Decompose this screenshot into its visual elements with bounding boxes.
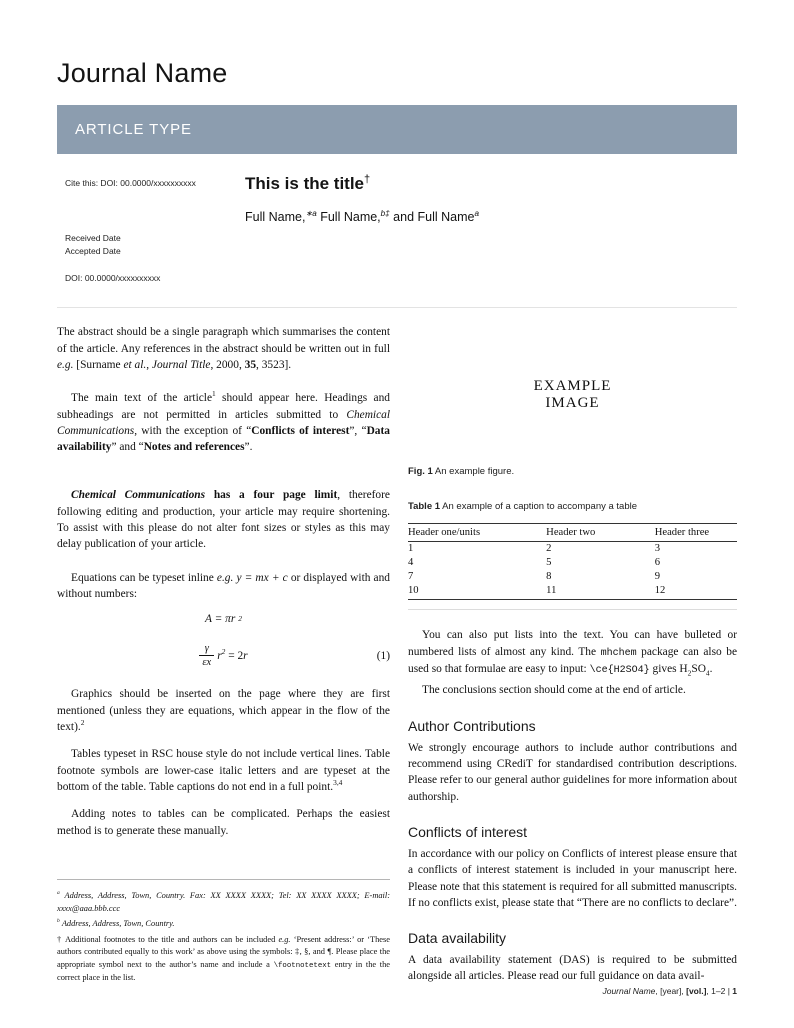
table-header-cell: Header two bbox=[546, 523, 655, 541]
equation-numbered bbox=[57, 642, 390, 669]
body-paragraph: Tables typeset in RSC house style do not include vertical lines. Table footnote symbols are lower-case italic letters and are typeset at the bottom of the table. Table captions do not end in a full point.$^{3,4}$ bbox=[57, 748, 390, 793]
body-paragraph: Graphics should be inserted on the page where they are first mentioned (unless they are equations, which appear in the flow of the text).$^2$ bbox=[57, 688, 390, 734]
fraction bbox=[199, 642, 214, 669]
article-type-banner bbox=[57, 105, 737, 154]
equation-rest: $r^2 = 2r$ bbox=[217, 647, 248, 662]
cite-doi-line: Cite this: DOI: 00.0000/xxxxxxxxxx bbox=[65, 178, 196, 188]
table-header-cell: Header one/units bbox=[408, 523, 546, 541]
table-cell: 4 bbox=[408, 557, 414, 569]
doi-line: DOI: 00.0000/xxxxxxxxxx bbox=[65, 273, 161, 284]
section-heading-author-contributions: Author Contributions bbox=[408, 717, 536, 734]
section-paragraph: In accordance with our policy on Conflicts of interest please ensure that a conflicts of interest statement is included in your manuscript here. Please note that this statement is required for all submitted manuscripts. If no conflicts exist, please state that “There are no conflicts to declare”. bbox=[408, 847, 737, 909]
footnote-address-a: $^a$ Address, Address, Town, Country. Fax: XX XXXX XXXX; Tel: XX XXXX XXXX; E-mail: xxxx@aaa.bbb.ccc bbox=[57, 890, 391, 913]
equation-number: (1) bbox=[376, 649, 390, 662]
accepted-date: Accepted Date bbox=[65, 246, 121, 257]
header-rule bbox=[57, 307, 737, 308]
section-paragraph: We strongly encourage authors to include author contributions and recommend using CRediT for standardised contribution descriptions. Please refer to our general author guidelines for more information about authorship. bbox=[408, 741, 737, 803]
body-paragraph: You can also put lists into the text. You can have bulleted or numbered lists of almost any kind. The mhchem package can also be used so that formulae are easy to input: \ce{H2SO4} gives $H_2SO_4$. bbox=[408, 629, 738, 678]
table-cell: 8 bbox=[546, 571, 552, 583]
journal-name: Journal Name bbox=[57, 58, 228, 88]
table-row bbox=[408, 556, 737, 570]
body-paragraph: The main text of the article$^1$ should appear here. Headings and subheadings are not permitted in articles submitted to Chemical Communications, with the exception of “Conflicts of interest”, “Data availability” and “Notes and references”. bbox=[57, 389, 390, 454]
table-row bbox=[408, 570, 737, 584]
table-cell: 9 bbox=[654, 571, 661, 583]
footnote-address-b: $^b$ Address, Address, Town, Country. bbox=[57, 918, 175, 929]
body-paragraph: Chemical Communications has a four page limit, therefore following editing and production, your article may require shortening. To assist with this please do not alter font sizes or styles as this may delay publication of your article. bbox=[57, 489, 390, 551]
fraction-numerator: γ bbox=[199, 642, 214, 656]
title-block bbox=[245, 174, 737, 283]
body-paragraph: The conclusions section should come at the end of article. bbox=[422, 684, 686, 697]
placeholder-text-line: EXAMPLE bbox=[533, 378, 612, 395]
table-cell: 12 bbox=[655, 584, 737, 600]
author-line: Full Name,$^{∗a}$ Full Name,$^{b\ddagger}$ and Full Name$^a$ bbox=[245, 208, 479, 224]
section-paragraph: A data availability statement (DAS) is required to be submitted alongside all articles. Please read our full guidance on data avail- bbox=[408, 954, 737, 983]
table-cell: 11 bbox=[546, 584, 655, 600]
article-title: This is the title† bbox=[245, 173, 371, 193]
table-cell: 6 bbox=[654, 557, 661, 569]
equation-body: A = πr 2 bbox=[205, 613, 242, 626]
table-bottom-rule bbox=[408, 609, 737, 610]
article-meta-column bbox=[57, 174, 245, 283]
dates-block bbox=[65, 232, 245, 258]
table-row bbox=[408, 584, 737, 600]
body-paragraph: Equations can be typeset inline e.g. y = mx + c or displayed with and without numbers: bbox=[57, 571, 390, 600]
left-column bbox=[57, 322, 390, 984]
footnote-dagger: † Additional footnotes to the title and authors can be included e.g. ‘Present address:’ or ‘These authors contributed equally to this work’ as above using the symbols: ‡, §, and ¶. Please place the appropriate symbol next to the author’s name and include a \footnotetext entry in the the correct place in the list. bbox=[57, 934, 390, 983]
equation-display bbox=[57, 613, 390, 625]
equation-body bbox=[199, 642, 247, 669]
table-cell: 10 bbox=[408, 584, 546, 600]
article-type-label: ARTICLE TYPE bbox=[75, 121, 192, 138]
section-heading-data-availability: Data availability bbox=[408, 930, 507, 947]
table-cell: 3 bbox=[654, 543, 661, 555]
table-caption: Table 1 An example of a caption to accompany a table bbox=[408, 501, 638, 513]
article-body bbox=[57, 322, 737, 984]
abstract-paragraph: The abstract should be a single paragraph which summarises the content of the article. Any references in the abstract should be written out in full e.g. [Surname et al., Journal Title, 2000, 35, 3523]. bbox=[57, 326, 390, 371]
page-footer: Journal Name, [year], [vol.], 1–2 | 1 bbox=[602, 986, 737, 996]
fraction-denominator: εx bbox=[202, 657, 212, 669]
table-header-cell: Header three bbox=[655, 523, 737, 541]
received-date: Received Date bbox=[65, 233, 121, 243]
figure-placeholder-image bbox=[408, 336, 737, 454]
table-cell: 5 bbox=[546, 557, 552, 569]
section-heading-conflicts-of-interest: Conflicts of interest bbox=[408, 823, 528, 840]
table-header-row bbox=[408, 523, 737, 541]
body-paragraph: Adding notes to tables can be complicated. Perhaps the easiest method is to generate these manually. bbox=[57, 808, 390, 837]
article-header bbox=[57, 174, 737, 283]
example-table bbox=[408, 523, 737, 601]
footnotes-block bbox=[57, 879, 390, 985]
figure-caption: Fig. 1 An example figure. bbox=[408, 466, 515, 478]
table-cell: 2 bbox=[546, 543, 552, 555]
right-column bbox=[408, 322, 737, 984]
table-cell: 7 bbox=[408, 571, 414, 583]
table-row bbox=[408, 541, 737, 556]
table-cell: 1 bbox=[408, 543, 414, 555]
placeholder-text-line: IMAGE bbox=[545, 395, 600, 412]
